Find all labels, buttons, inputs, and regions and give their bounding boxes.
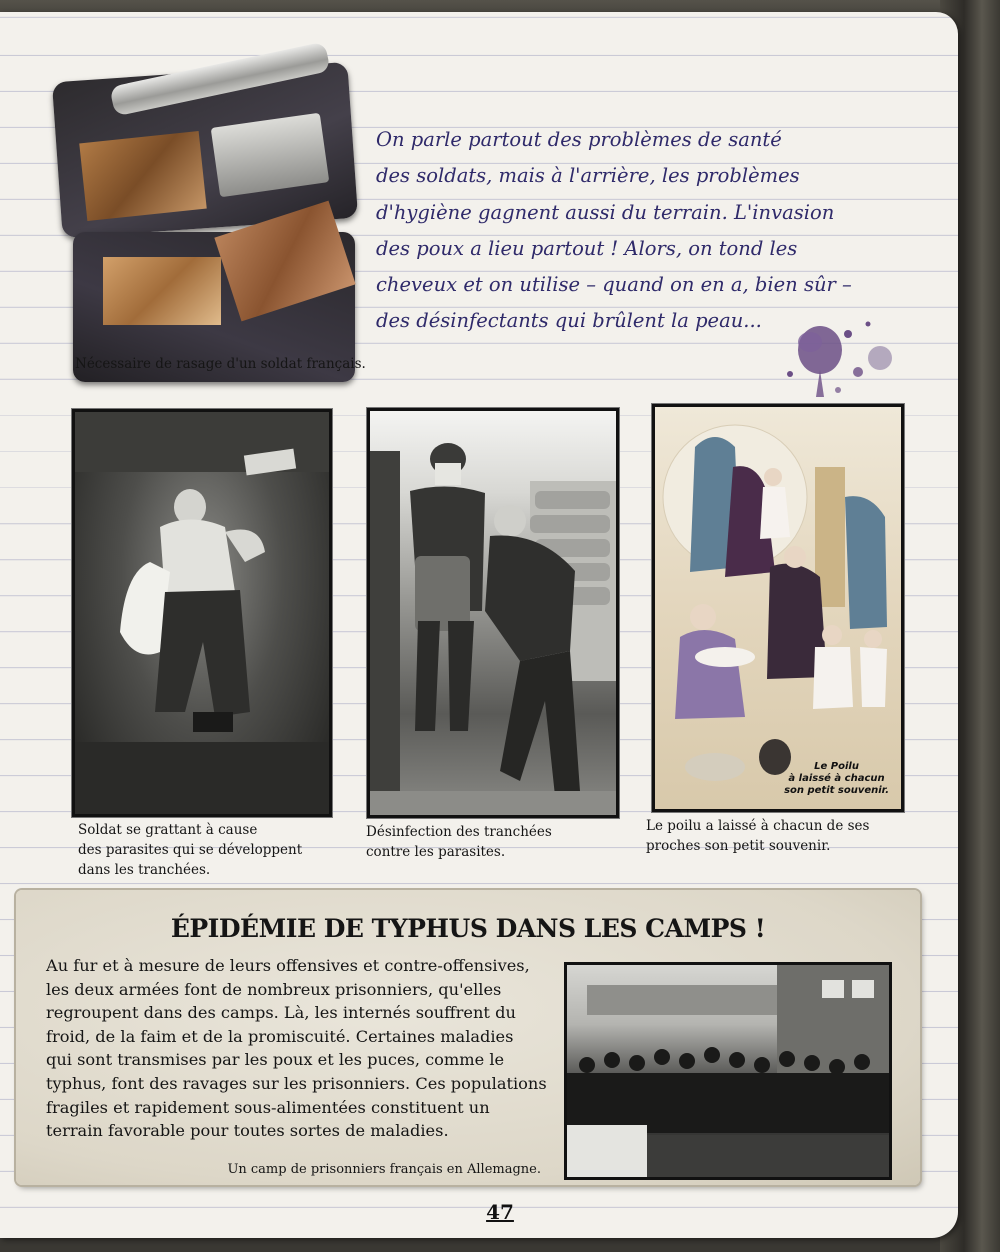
intro-line: d'hygiène gagnent aussi du terrain. L'invasion [376,200,835,224]
shaving-kit-image [55,42,355,357]
postcard-illustration [652,404,904,812]
page-number: 47 [486,1200,514,1224]
box-line: qui sont transmises par les poux et les puces, comme le [46,1050,505,1070]
box-line: regroupent dans des camps. Là, les internés souffrent du [46,1003,516,1023]
notebook-page [0,12,958,1238]
caption-line: Désinfection des tranchées [366,824,552,840]
caption-line: proches son petit souvenir. [646,838,831,854]
intro-line: On parle partout des problèmes de santé [376,128,782,151]
disinfection-scene [370,411,616,815]
intro-line: des soldats, mais à l'arrière, les problèmes [376,164,800,188]
soldier-figure [75,412,329,814]
soldier-scratching-photo [72,409,332,817]
box-line: terrain favorable pour toutes sortes de maladies. [46,1121,449,1141]
postcard-scene [655,407,901,809]
box-line: typhus, font des ravages sur les prisonniers. Ces populations [46,1073,547,1093]
postcard-line: son petit souvenir. [784,785,889,796]
box-line: fragiles et rapidement sous-alimentées constituent un [46,1097,490,1117]
caption-line: des parasites qui se développent [78,842,303,858]
caption-line: Soldat se grattant à cause [78,822,258,838]
caption-line: contre les parasites. [366,844,506,860]
photo-caption [646,816,869,856]
box-line: froid, de la faim et de la promiscuité. Certaines maladies [46,1026,514,1046]
prison-camp-photo [564,962,892,1180]
caption-line: dans les tranchées. [78,862,211,878]
intro-line: des désinfectants qui brûlent la peau... [376,309,762,333]
box-body-text [46,954,556,1143]
ink-blot-decoration [780,312,900,402]
caption-line: Le poilu a laissé à chacun de ses [646,818,870,834]
box-photo-caption: Un camp de prisonniers français en Allemagne. [227,1162,541,1177]
box-line: Au fur et à mesure de leurs offensives et contre-offensives, [46,956,530,975]
postcard-line: à laissé à chacun [788,773,885,784]
typhus-info-box [16,890,920,1185]
intro-handwritten-text [376,122,896,340]
blade-pack [79,131,206,221]
intro-line: des poux a lieu partout ! Alors, on tond les [376,236,798,260]
postcard-caption-text [784,761,889,797]
blade-pack [103,257,221,325]
box-line: les deux armées font de nombreux prisonniers, qu'elles [46,979,502,999]
kit-caption: Nécessaire de rasage d'un soldat français. [75,356,366,372]
camp-scene [567,965,889,1177]
photo-caption [78,820,302,880]
box-title: ÉPIDÉMIE DE TYPHUS DANS LES CAMPS ! [170,914,766,943]
photo-caption [366,822,552,862]
postcard-line: Le Poilu [814,761,859,772]
trench-disinfection-photo [367,408,619,818]
intro-line: cheveux et on utilise – quand on en a, bien sûr – [376,273,852,297]
